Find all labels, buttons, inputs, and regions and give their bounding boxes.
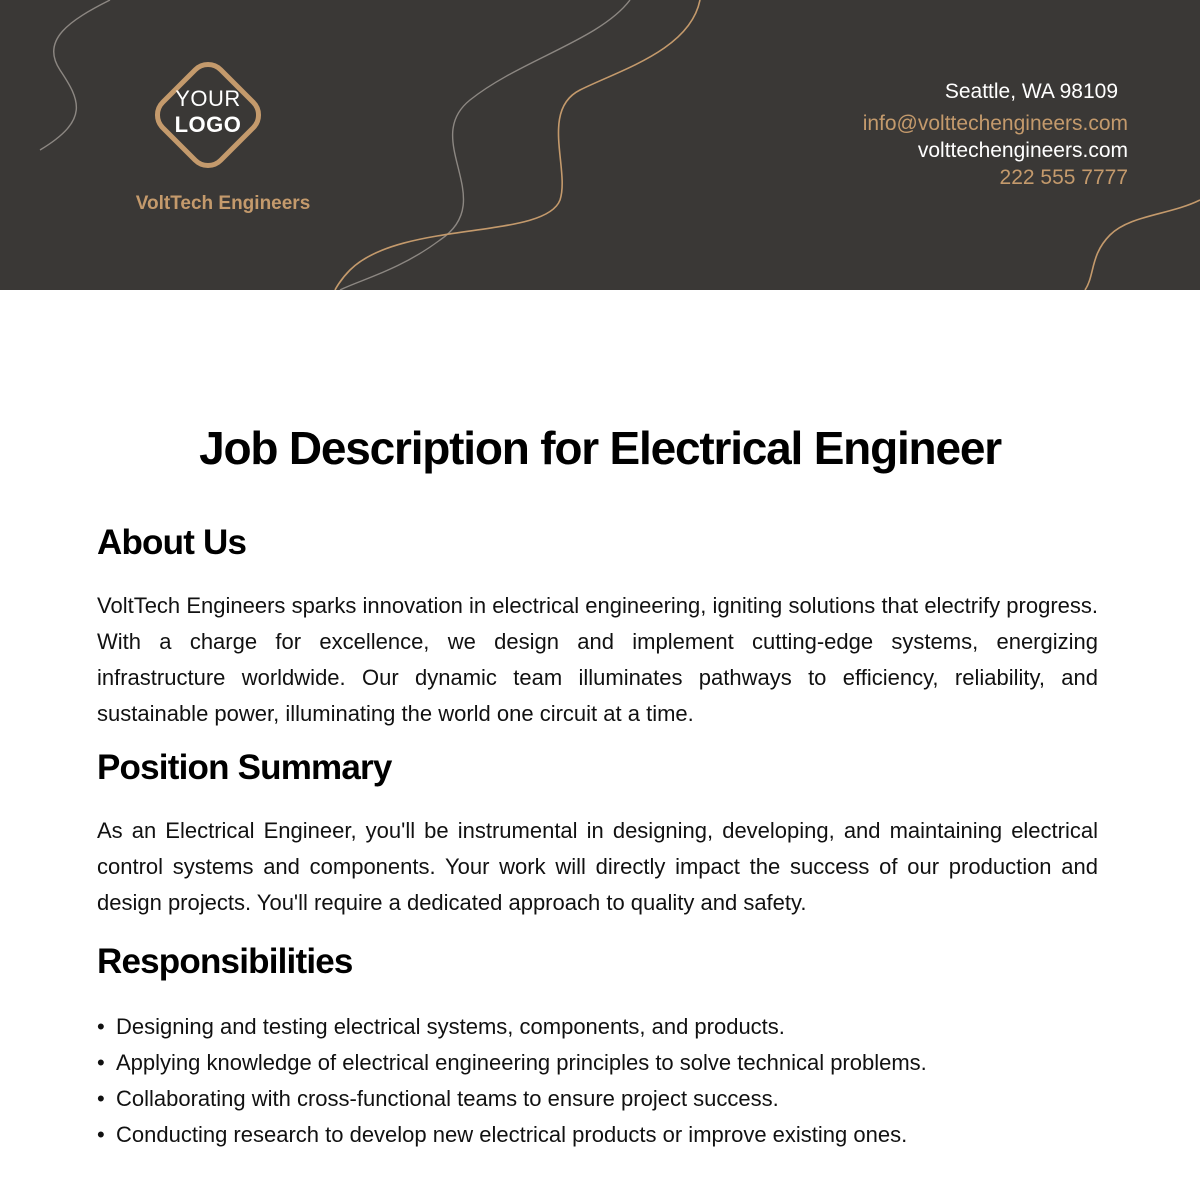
contact-website[interactable]: volttechengineers.com [917,139,1128,162]
header-banner [0,0,1200,290]
list-item-text: Conducting research to develop new electrical products or improve existing ones. [116,1122,908,1147]
bullet-icon: • [97,1122,105,1147]
list-item [97,1117,1098,1153]
list-item [97,1045,1098,1081]
logo-line1: YOUR [175,86,241,111]
company-name: VoltTech Engineers [135,193,311,214]
responsibilities-list [97,1009,1098,1153]
document-body [97,520,1098,1153]
company-logo [143,50,273,180]
section-heading-position-summary: Position Summary [97,748,392,787]
contact-block [863,78,1128,191]
list-item-text: Collaborating with cross-functional teams to ensure project success. [116,1086,779,1111]
section-body-about-us: VoltTech Engineers sparks innovation in electrical engineering, igniting solutions that electrify progress. With a charge for excellence, we design and implement cutting-edge systems, energizing infrastructure worldwide. Our dynamic team illuminates pathways to efficiency, reliability, and sustainable power, illuminating the world one circuit at a time. [97,593,1098,726]
list-item [97,1009,1098,1045]
section-body-position-summary: As an Electrical Engineer, you'll be instrumental in designing, developing, and maintaining electrical control systems and components. Your work will directly impact the success of our production and design projects. You'll require a dedicated approach to quality and safety. [97,818,1098,915]
section-heading-about-us: About Us [97,523,247,562]
logo-line2: LOGO [174,112,242,137]
contact-email[interactable]: info@volttechengineers.com [862,112,1128,135]
contact-phone[interactable]: 222 555 7777 [999,166,1128,189]
section-heading-responsibilities: Responsibilities [97,942,353,981]
list-item-text: Applying knowledge of electrical engineering principles to solve technical problems. [116,1050,927,1075]
list-item [97,1081,1098,1117]
bullet-icon: • [97,1014,105,1039]
bullet-icon: • [97,1086,105,1111]
contact-address: Seattle, WA 98109 [944,80,1118,103]
page-title: Job Description for Electrical Engineer [199,422,1001,474]
bullet-icon: • [97,1050,105,1075]
list-item-text: Designing and testing electrical systems, components, and products. [116,1014,785,1039]
